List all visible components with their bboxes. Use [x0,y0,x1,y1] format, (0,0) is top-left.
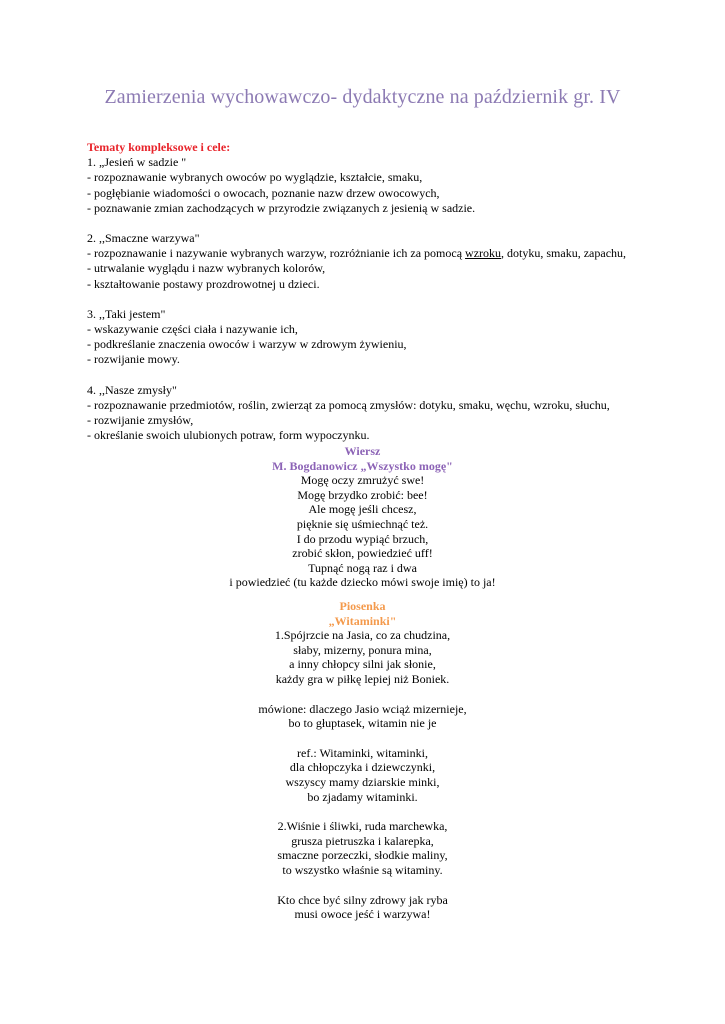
song-line: a inny chłopcy silni jak słonie, [289,657,436,672]
poem-section [0,444,725,590]
poem-line: pięknie się uśmiechnąć też. [296,516,429,531]
song-section [0,599,725,922]
topic-3-title: 3. ,,Taki jestem" [87,306,166,321]
topic-1-item: - poznawanie zmian zachodzących w przyrodzie związanych z jesienią w sadzie. [87,200,476,215]
topic-3-item: - wskazywanie części ciała i nazywanie ich, [87,322,298,337]
topic-2-item-text: , dotyku, smaku, zapachu, [501,246,627,261]
song-line: ref.: Witaminki, witaminki, [297,745,428,760]
poem-line: Ale mogę jeśli chcesz, [308,502,417,517]
topic-2-item: - kształtowanie postawy prozdrowotnej u dzieci. [87,276,320,291]
topic-2-item [87,246,687,261]
topic-4-item: - rozwijanie zmysłów, [87,413,194,428]
topics-heading: Tematy kompleksowe i cele: [87,140,231,154]
poem-line: Tupnąć nogą raz i dwa [308,560,417,575]
topic-3-item: - podkreślanie znaczenia owoców i warzyw w zdrowym żywieniu, [87,337,407,352]
topic-1-item: - pogłębianie wiadomości o owocach, poznanie nazw drzew owocowych, [87,185,440,200]
song-line: słaby, mizerny, ponura mina, [293,642,432,657]
poem-line: Mogę oczy zmrużyć swe! [300,473,425,488]
song-line: bo zjadamy witaminki. [307,789,418,804]
poem-line: I do przodu wypiąć brzuch, [296,531,429,546]
document-title: Zamierzenia wychowawczo- dydaktyczne na październik gr. IV [104,86,621,108]
song-title: „Witaminki" [328,613,397,628]
topic-1-title: 1. „Jesień w sadzie " [87,155,187,170]
song-line: Kto chce być silny zdrowy jak ryba [277,892,448,907]
topic-4-item: - rozpoznawanie przedmiotów, roślin, zwierząt za pomocą zmysłów: dotyku, smaku, węchu, wzroku, słuchu, [87,397,610,412]
poem-line: zrobić skłon, powiedzieć uff! [292,546,433,561]
song-line: mówione: dlaczego Jasio wciąż mizernieje, [258,701,467,716]
underlined-word: wzroku [465,246,502,261]
topic-2-title: 2. ,,Smaczne warzywa" [87,231,200,246]
song-line: dla chłopczyka i dziewczynki, [289,760,436,775]
song-line: każdy gra w piłkę lepiej niż Boniek. [275,671,450,686]
song-label: Piosenka [339,599,386,613]
poem-line: Mogę brzydko zrobić: bee! [297,487,428,502]
topic-2-item: - utrwalanie wyglądu i nazw wybranych kolorów, [87,261,326,276]
song-line: 2.Wiśnie i śliwki, ruda marchewka, [277,819,448,834]
song-line: musi owoce jeść i warzywa! [294,907,431,922]
topic-4-item: - określanie swoich ulubionych potraw, form wypoczynku. [87,428,370,443]
topics-section [87,140,687,443]
song-line: 1.Spójrzcie na Jasia, co za chudzina, [274,628,451,643]
topic-1-item: - rozpoznawanie wybranych owoców po wyglądzie, kształcie, smaku, [87,170,423,185]
topic-3-item: - rozwijanie mowy. [87,352,180,367]
song-line: wszyscy mamy dziarskie minki, [285,774,440,789]
poem-author-title: M. Bogdanowicz „Wszystko mogę" [272,458,453,473]
song-line: smaczne porzeczki, słodkie maliny, [277,848,448,863]
song-line: to wszystko właśnie są witaminy. [282,862,443,877]
topic-4-title: 4. ,,Nasze zmysły" [87,382,177,397]
song-line: grusza pietruszka i kalarepka, [291,833,434,848]
poem-line: i powiedzieć (tu każde dziecko mówi swoje imię) to ja! [229,575,496,590]
poem-label: Wiersz [344,444,381,458]
topic-2-item-text: - rozpoznawanie i nazywanie wybranych warzyw, rozróżnianie ich za pomocą [87,246,466,261]
song-line: bo to głuptasek, witamin nie je [288,716,437,731]
